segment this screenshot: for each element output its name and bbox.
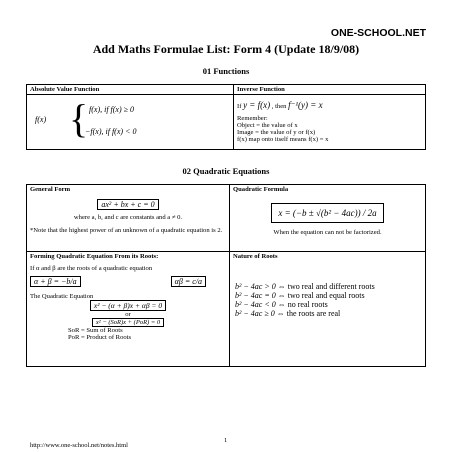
sum-of-roots-formula: α + β = −b/a [30, 276, 81, 287]
inv-eq1: y = f(x) [243, 100, 271, 110]
nature-cond: b² − 4ac = 0 [235, 291, 276, 300]
quadratic-formula-cell [230, 185, 426, 252]
roots-equation-1: x² − (α + β)x + αβ = 0 [90, 300, 166, 311]
por-definition: PoR = Product of Roots [68, 334, 132, 341]
quadratic-formula-header: Quadratic Formula [233, 186, 289, 193]
section-quadratic-heading: 02 Quadratic Equations [182, 166, 270, 176]
roots-or: or [125, 311, 131, 318]
remember-line-3: f(x) map onto itself means f(x) = x [237, 136, 329, 143]
remember-line-2: Image = the value of y or f(x) [237, 129, 316, 136]
roots-equation-2: x² − (SoR)x + (PoR) = 0 [92, 318, 164, 327]
abs-case-2: −f(x), if f(x) < 0 [85, 127, 137, 136]
brace-icon: { [69, 96, 89, 141]
remember-line-1: Object = the value of x [237, 122, 298, 129]
site-name: ONE-SCHOOL.NET [330, 27, 426, 39]
quadratic-formula-note: When the equation can not be factorized. [273, 229, 382, 236]
inv-eq2: f⁻¹(y) = x [288, 100, 323, 110]
nature-result: ⇔ two real and equal roots [277, 291, 365, 300]
general-form-equation: ax² + bx + c = 0 [97, 199, 158, 210]
general-form-cell [27, 185, 230, 252]
abs-case-1: f(x), if f(x) ≥ 0 [89, 105, 135, 114]
product-of-roots-formula: αβ = c/a [171, 276, 206, 287]
nature-row [235, 309, 422, 318]
remember-label: Remember: [237, 115, 268, 122]
quadratic-equation-label: The Quadratic Equation [30, 293, 94, 300]
general-form-note: *Note that the highest power of an unknown of a quadratic equation is 2. [30, 227, 223, 234]
quadratic-table [26, 184, 426, 367]
quadratic-formula-equation: x = (−b ± √(b² − 4ac)) / 2a [271, 203, 383, 223]
general-form-header: General Form [30, 186, 71, 193]
inverse-header: Inverse Function [234, 85, 426, 95]
abs-header: Absolute Value Function [27, 85, 234, 95]
functions-table [26, 84, 426, 150]
forming-equation-cell [27, 252, 230, 367]
nature-cond: b² − 4ac ≥ 0 [235, 309, 275, 318]
nature-of-roots-cell [230, 252, 426, 367]
page-number: 1 [224, 437, 228, 444]
inv-if: If [237, 103, 242, 110]
footer-url[interactable]: http://www.one-school.net/notes.html [30, 442, 128, 449]
nature-of-roots-header: Nature of Roots [233, 253, 278, 260]
nature-row [235, 291, 422, 300]
inverse-cell [234, 95, 426, 150]
nature-result: ⇔ no real roots [277, 300, 328, 309]
forming-equation-header: Forming Quadratic Equation From its Roots: [30, 253, 159, 260]
nature-row [235, 300, 422, 309]
roots-intro: If α and β are the roots of a quadratic equation [30, 265, 153, 272]
nature-cond: b² − 4ac > 0 [235, 282, 276, 291]
abs-f: f(x) [35, 115, 47, 124]
nature-list [233, 282, 422, 318]
inv-then: , then [271, 103, 287, 110]
nature-result: ⇔ two real and different roots [277, 282, 375, 291]
general-form-where: where a, b, and c are constants and a ≠ 0. [73, 214, 183, 221]
page-title: Add Maths Formulae List: Form 4 (Update 18/9/08) [92, 42, 360, 56]
nature-row [235, 282, 422, 291]
nature-cond: b² − 4ac < 0 [235, 300, 276, 309]
nature-result: ⇔ the roots are real [276, 309, 341, 318]
section-functions-heading: 01 Functions [202, 66, 250, 76]
sor-definition: SoR = Sum of Roots [68, 327, 123, 334]
abs-cell [27, 95, 234, 150]
